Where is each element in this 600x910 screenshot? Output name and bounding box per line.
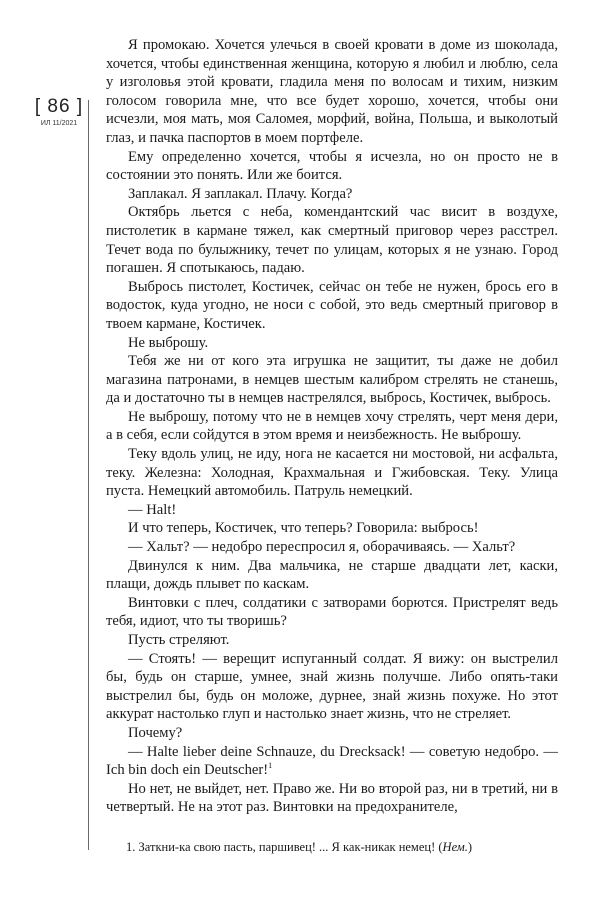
paragraph: Ему определенно хочется, чтобы я исчезла, но он просто не в состоянии это понять. Или же боится. xyxy=(106,148,558,184)
page-number: [ 86 ] xyxy=(34,96,84,117)
paragraph: — Хальт? — недобро переспросил я, оборачиваясь. — Хальт? xyxy=(128,539,516,556)
footnote-source: Нем. xyxy=(442,840,468,854)
page-margin xyxy=(30,96,88,127)
paragraph: Заплакал. Я заплакал. Плачу. Когда? xyxy=(128,185,353,202)
paragraph: Почему? xyxy=(128,724,183,741)
footnote-number: 1. xyxy=(126,840,136,854)
paragraph: Не выброшу. xyxy=(128,334,209,351)
paragraph: Выбрось пистолет, Костичек, сейчас он тебе не нужен, брось его в водосток, куда угодно, не носи с собой, это ведь смертный приговор в твоем кармане, Костичек. xyxy=(106,278,558,332)
footnote: 1. Заткни-ка свою пасть, паршивец! ... Я как-никак немец! (Нем.) xyxy=(126,840,473,854)
paragraph-text: — Halte lieber deine Schnauze, du Drecksack! — советую недобро. — Ich bin doch ein Deutscher! xyxy=(106,743,558,779)
paragraph: — Halt! xyxy=(128,501,177,518)
paragraph xyxy=(106,743,558,780)
paragraph: Тебя же ни от кого эта игрушка не защитит, ты даже не добил магазина патронами, в немцев шестым калибром стрелять не станешь, да и достаточно ты в немцев настрелялся, выбрось, Костичек, выбрось. xyxy=(106,353,558,407)
margin-rule xyxy=(88,100,89,850)
paragraph: Октябрь льется с неба, комендантский час висит в воздухе, пистолетик в кармане тяжел, как смертный приговор через расстрел. Течет вода по булыжнику, течет по улицам, которых я не узнаю. Город погашен. Я спотыкаюсь, падаю. xyxy=(106,204,558,277)
paragraph: — Стоять! — верещит испуганный солдат. Я вижу: он выстрелил бы, будь он старше, умнее, знай жизнь получше. Либо опять-таки выстрелил бы, будь он моложе, дурнее, знай жизнь похуже. Но этот аккурат настолько глуп и настолько знает жизнь, что не стреляет. xyxy=(106,650,558,723)
paragraph: Не выброшу, потому что не в немцев хочу стрелять, черт меня дери, а в себя, если сойдутся в этом время и неизбежность. Не выброшу. xyxy=(106,408,558,444)
paragraph: Я промокаю. Хочется улечься в своей кровати в доме из шоколада, хочется, чтобы единственная женщина, которую я любил и люблю, села у изголовья этой кровати, гладила меня по волосам и тихим, низким голосом говорила мне, что все будет хорошо, хочется, чтобы они исчезли, моя мать, моя Саломея, морфий, война, Польша, и выколотый глаз, и пачка паспортов в моем портфеле. xyxy=(106,37,558,146)
paragraph: И что теперь, Костичек, что теперь? Говорила: выбрось! xyxy=(128,520,479,537)
paragraph: Но нет, не выйдет, нет. Право же. Ни во второй раз, ни в третий, ни в четвертый. Не на этот раз. Винтовки на предохранителе, xyxy=(106,780,558,816)
journal-issue: ИЛ 11/2021 xyxy=(40,120,78,127)
paragraph: Двинулся к ним. Два мальчика, не старше двадцати лет, каски, плащи, дождь плывет по каскам. xyxy=(106,557,558,593)
paragraph: Теку вдоль улиц, не иду, нога не касается ни мостовой, ни асфальта, теку. Железна: Холодная, Крахмальная и Гжибовская. Теку. Улица пуста. Немецкий автомобиль. Патруль немецкий. xyxy=(106,446,558,500)
paragraph: Пусть стреляют. xyxy=(128,632,230,648)
paragraph: Винтовки с плеч, солдатики с затворами борются. Пристрелят ведь тебя, идиот, что ты творишь? xyxy=(106,594,558,630)
main-text xyxy=(106,36,558,817)
footnote-text: Заткни-ка свою пасть, паршивец! ... Я как-никак немец! xyxy=(138,840,436,854)
footnote-marker[interactable]: 1 xyxy=(268,761,273,771)
